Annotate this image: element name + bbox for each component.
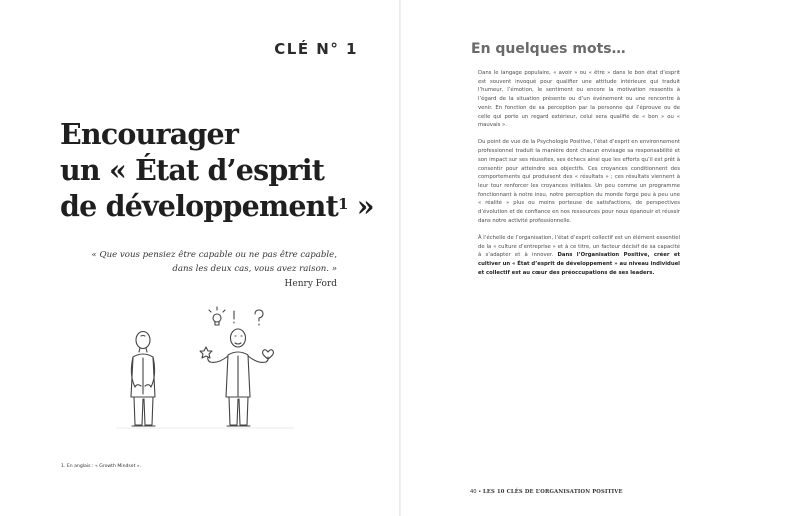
paragraph-2: Du point de vue de la Psychologie Positive, l’état d’esprit en environnement professionnel traduit la manière dont chacun envisage sa responsabilité et son impact sur ses réussites, ses échecs ainsi que les efforts qu’il est prêt à consentir pour atteindre ses objectifs. Ces croyances conditionnent des comportements qui produisent des « résultats » ; ces résultats viennent à leur tour renforcer les croyances initiales. Un peu comme un programme fonctionnant à notre insu, notre perception du monde forge peu à peu une « réalité » plus ou moins porteuse de satisfactions, de perspectives d’évolution et de confiance en nos ressources pour nous épanouir et réussir dans notre activité professionnelle. bbox=[478, 139, 680, 224]
epigraph-quote bbox=[77, 249, 337, 276]
page-footer bbox=[470, 489, 623, 495]
quote-line-1: « Que vous pensiez être capable ou ne pas être capable, bbox=[91, 250, 337, 260]
footnote: 1. En anglais : « Growth Mindset ». bbox=[61, 464, 142, 469]
quote-author: Henry Ford bbox=[284, 279, 337, 289]
paragraph-3-bold: Dans l’Organisation Positive, créer et cultiver un « État d’esprit de développement » au niveau individuel et collectif est au cœur des préoccupations de ses leaders. bbox=[478, 252, 680, 276]
quote-line-2: dans les deux cas, vous avez raison. » bbox=[172, 263, 337, 274]
star-icon bbox=[200, 347, 212, 358]
chapter-title bbox=[60, 116, 380, 224]
footnote-marker: 1 bbox=[337, 195, 348, 213]
body-text bbox=[478, 69, 680, 286]
title-line-2: un « État d’esprit bbox=[60, 153, 325, 187]
standing-man-icon bbox=[131, 332, 155, 427]
question-mark-icon bbox=[255, 310, 263, 325]
illustration bbox=[116, 302, 296, 432]
paragraph-3 bbox=[478, 234, 680, 278]
key-label: CLÉ N° 1 bbox=[274, 40, 358, 58]
title-line-3-text: de développement bbox=[60, 189, 338, 223]
page-number: 40 bbox=[470, 489, 477, 495]
title-line-1: Encourager bbox=[60, 117, 239, 151]
lightbulb-icon bbox=[209, 307, 225, 325]
title-line-3 bbox=[60, 188, 380, 224]
section-heading: En quelques mots… bbox=[471, 41, 626, 57]
footer-separator: • bbox=[478, 489, 482, 495]
paragraph-3-text: À l’échelle de l’organisation, l’état d’esprit collectif est un élément essentiel de la « culture d’entreprise » et à ce titre, un facteur décisif de sa capacité à s’adapter et à innover. bbox=[478, 234, 680, 259]
left-page bbox=[0, 0, 399, 516]
paragraph-1: Dans le langage populaire, « avoir » ou « être » dans le bon état d’esprit est souvent invoqué pour qualifier une attitude intérieure qui traduit l’humeur, l’émotion, le sentiment ou encore la motivation ressentis à l’égard de la situation présente ou d’un événement ou une rencontre à venir. En fonction de sa perception par la personne qui l’éprouve ou de celle qui porte un regard extérieur, celui sera qualifié de « bon » ou « mauvais ». bbox=[478, 70, 680, 129]
title-line-3-end: » bbox=[347, 189, 374, 223]
book-title: LES 10 CLÉS DE L’ORGANISATION POSITIVE bbox=[482, 489, 623, 495]
thinking-man-icon bbox=[208, 329, 269, 426]
